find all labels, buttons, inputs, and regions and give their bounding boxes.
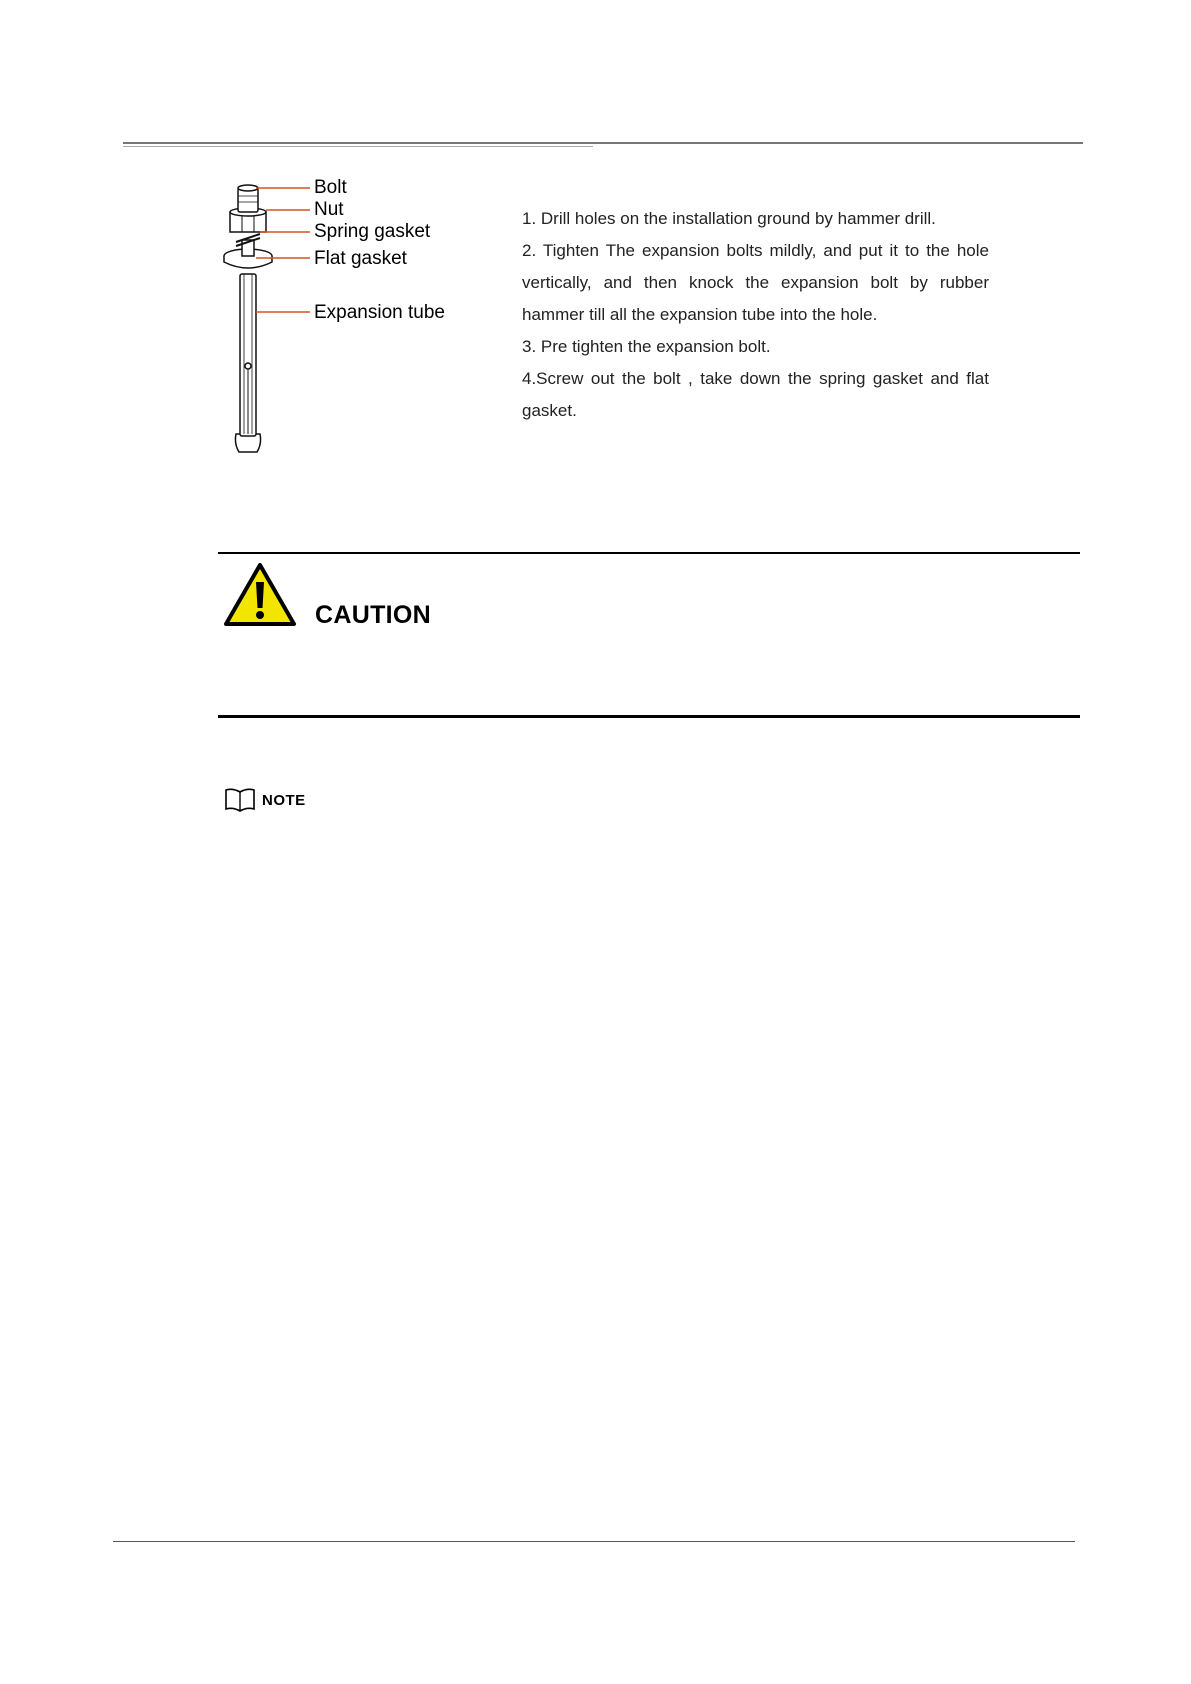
- caution-top-rule: [218, 552, 1080, 554]
- label-bolt: Bolt: [314, 177, 347, 198]
- warning-triangle-icon: [223, 562, 297, 628]
- step-4: 4.Screw out the bolt , take down the spring gasket and flat gasket.: [522, 369, 989, 420]
- label-expansion-tube: Expansion tube: [314, 302, 445, 323]
- note-title: NOTE: [262, 792, 306, 809]
- installation-steps: [522, 203, 989, 427]
- step-3: 3. Pre tighten the expansion bolt.: [522, 337, 771, 356]
- step-2: 2. Tighten The expansion bolts mildly, and put it to the hole vertically, and then knock the expansion bolt by rubber hammer till all the expansion tube into the hole.: [522, 241, 989, 324]
- step-1: 1. Drill holes on the installation ground by hammer drill.: [522, 209, 936, 228]
- footer-rule: [113, 1541, 1075, 1542]
- caution-title: CAUTION: [315, 601, 431, 629]
- header-rule-shadow: [123, 146, 593, 147]
- expansion-bolt-figure: [220, 177, 480, 454]
- label-spring-gasket: Spring gasket: [314, 221, 431, 242]
- open-book-icon: [224, 787, 256, 813]
- expansion-bolt-drawing: [220, 182, 280, 454]
- caution-bottom-rule: [218, 715, 1080, 718]
- label-flat-gasket: Flat gasket: [314, 248, 407, 269]
- header-rule: [123, 142, 1083, 144]
- label-nut: Nut: [314, 199, 344, 220]
